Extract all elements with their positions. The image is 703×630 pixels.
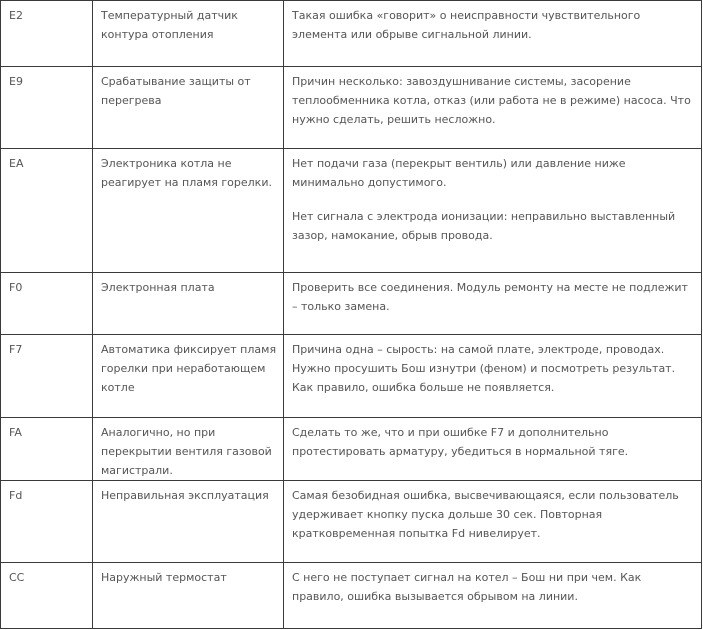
error-code-cell <box>1 563 93 629</box>
error-code-cell <box>1 481 93 563</box>
error-cause: Наружный термостат <box>101 571 227 584</box>
error-cause: Срабатывание защиты от перегрева <box>101 75 251 107</box>
error-code-cell <box>1 335 93 418</box>
error-code-cell <box>1 1 93 67</box>
error-code: E2 <box>9 9 23 22</box>
error-description-cell <box>284 563 702 629</box>
error-description-paragraph: Причина одна – сырость: на самой плате, электроде, проводах. Нужно просушить Бош изнутри (феном) и посмотреть результат. Как правило, ошибка больше не появляется. <box>292 343 676 394</box>
error-cause-cell <box>93 563 284 629</box>
table-row <box>1 67 702 149</box>
error-codes-table-body <box>1 1 702 629</box>
error-description-paragraph: Такая ошибка «говорит» о неисправности чувствительного элемента или обрыве сигнальной линии. <box>292 9 641 41</box>
error-code-cell <box>1 273 93 335</box>
error-cause: Электронная плата <box>101 281 215 294</box>
error-description-cell <box>284 335 702 418</box>
error-description-paragraph: Самая безобидная ошибка, высвечивающаяся, если пользователь удерживает кнопку пуска дольше 30 сек. Повторная кратковременная попытка Fd нивелирует. <box>292 489 679 540</box>
error-description-paragraph: Нет сигнала с электрода ионизации: неправильно выставленный зазор, намокание, обрыв провода. <box>292 210 676 242</box>
error-description-cell <box>284 418 702 481</box>
table-row <box>1 273 702 335</box>
error-cause: Аналогично, но при перекрытии вентиля газовой магистрали. <box>101 426 272 477</box>
error-cause-cell <box>93 418 284 481</box>
table-row <box>1 481 702 563</box>
error-code: Fd <box>9 489 23 502</box>
error-code-cell <box>1 149 93 273</box>
error-code: E9 <box>9 75 23 88</box>
error-description-paragraph: Сделать то же, что и при ошибке F7 и дополнительно протестировать арматуру, убедиться в нормальной тяге. <box>292 426 629 458</box>
error-code: F7 <box>9 343 23 356</box>
error-code: F0 <box>9 281 23 294</box>
error-cause: Температурный датчик контура отопления <box>101 9 238 41</box>
error-cause-cell <box>93 273 284 335</box>
error-cause: Неправильная эксплуатация <box>101 489 269 502</box>
table-row <box>1 418 702 481</box>
error-description-paragraph: Нет подачи газа (перекрыт вентиль) или давление ниже минимально допустимого. <box>292 157 626 189</box>
error-description-paragraph: Проверить все соединения. Модуль ремонту на месте не подлежит – только замена. <box>292 281 688 313</box>
table-row <box>1 335 702 418</box>
error-cause-cell <box>93 481 284 563</box>
error-description-cell <box>284 67 702 149</box>
error-code: EA <box>9 157 24 170</box>
error-code-cell <box>1 67 93 149</box>
error-cause-cell <box>93 149 284 273</box>
error-description-cell <box>284 481 702 563</box>
table-row <box>1 149 702 273</box>
error-cause: Электроника котла не реагирует на пламя горелки. <box>101 157 272 189</box>
error-code: CC <box>9 571 25 584</box>
error-code-cell <box>1 418 93 481</box>
error-description-cell <box>284 149 702 273</box>
error-cause-cell <box>93 67 284 149</box>
error-description-cell <box>284 273 702 335</box>
error-cause: Автоматика фиксирует пламя горелки при неработающем котле <box>101 343 277 394</box>
error-cause-cell <box>93 335 284 418</box>
error-description-paragraph: Причин несколько: завоздушнивание системы, засорение теплообменника котла, отказ (или работа не в режиме) насоса. Что нужно сделать, решить несложно. <box>292 75 691 126</box>
table-row <box>1 1 702 67</box>
error-cause-cell <box>93 1 284 67</box>
table-row <box>1 563 702 629</box>
error-description-cell <box>284 1 702 67</box>
error-description-paragraph: С него не поступает сигнал на котел – Бош ни при чем. Как правило, ошибка вызывается обрывом на линии. <box>292 571 642 603</box>
error-code: FA <box>9 426 22 439</box>
